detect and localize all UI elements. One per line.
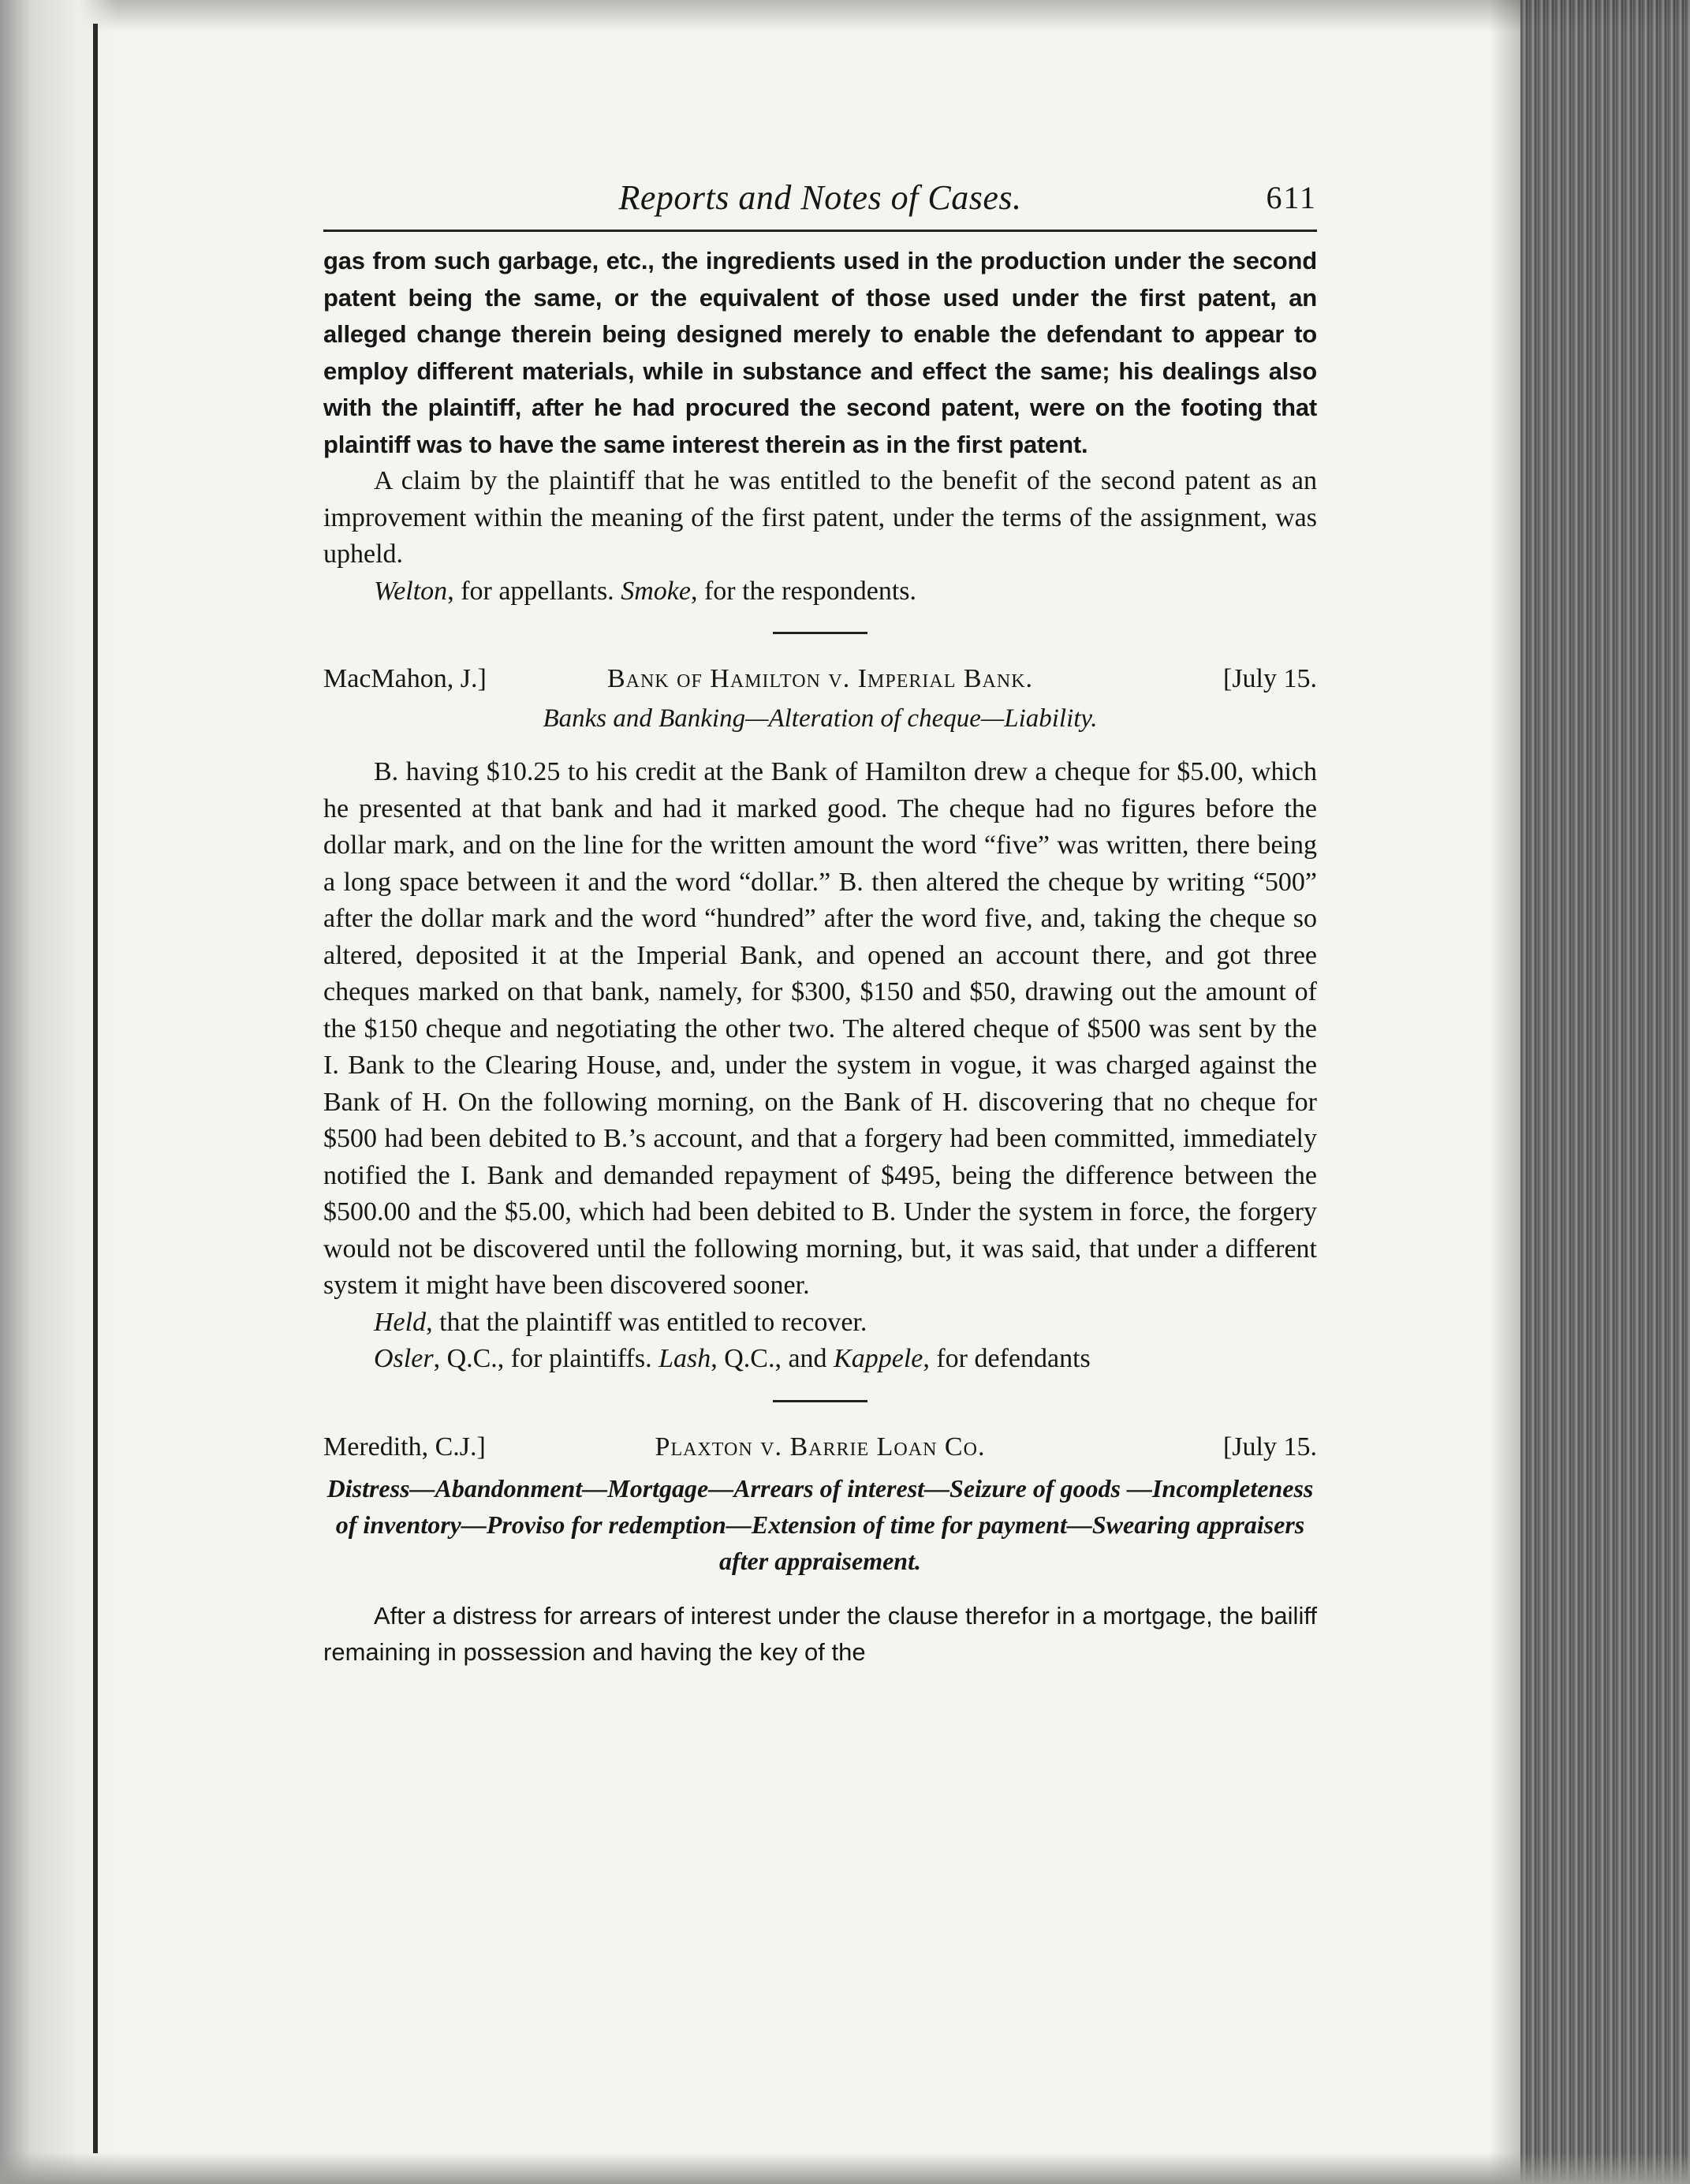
counsel-plaintiff-name: Osler: [374, 1344, 434, 1373]
case-headnote: Banks and Banking—Alteration of cheque—Liability.: [543, 704, 1098, 733]
running-title: Reports and Notes of Cases.: [618, 178, 1022, 217]
counsel-appellant-text: , for appellants.: [447, 576, 621, 606]
case-judge: Meredith, C.J.]: [323, 1432, 486, 1462]
scan-left-margin: [0, 0, 118, 2184]
case-holding: [323, 1305, 1317, 1342]
case-date: [July 15.: [1223, 664, 1317, 693]
case-bank-of-hamilton: [323, 661, 1317, 1378]
counsel-defendant-name-1: Lash: [658, 1344, 711, 1373]
page-content: [323, 177, 1317, 1671]
case-body: After a distress for arrears of interest under the clause therefor in a mortgage, the bailiff remaining in possession and having the key of the: [323, 1601, 1317, 1666]
held-label: Held: [374, 1307, 427, 1337]
case-plaxton: [323, 1429, 1317, 1671]
counsel-plaintiff-text: , Q.C., for plaintiffs.: [433, 1344, 659, 1373]
counsel-respondent-name: Smoke: [621, 576, 691, 606]
counsel-appellant-name: Welton: [374, 576, 448, 606]
scan-right-binding-edge: [1520, 0, 1690, 2184]
case-continuation-paragraph: gas from such garbage, etc., the ingredients used in the production under the second patent being the same, or the equivalent of those used under the first patent, an alleged change therein being designed merely to enable the defendant to appear to employ different materials, while in substance and effect the same; his dealings also with the plaintiff, after he had procured the second patent, were on the footing that plaintiff was to have the same interest therein as in the first patent.: [323, 247, 1317, 458]
case-continuation-counsel: [323, 573, 1317, 610]
scan-top-edge: [0, 0, 1690, 32]
case-title: Bank of Hamilton v. Imperial Bank.: [606, 664, 1034, 693]
section-divider: [773, 1400, 867, 1402]
held-text: , that the plaintiff was entitled to recover.: [426, 1307, 867, 1337]
case-headnote: Distress—Abandonment—Mortgage—Arrears of interest—Seizure of goods —Incompleteness of inventory—Proviso for redemption—Extension of time for payment—Swearing appraisers after appraisement.: [326, 1473, 1314, 1575]
counsel-defendant-name-2: Kappele: [834, 1344, 923, 1373]
case-body: B. having $10.25 to his credit at the Bank of Hamilton drew a cheque for $5.00, which he presented at that bank and had it marked good. The cheque had no figures before the dollar mark, and on the line for the written amount the word “five” was written, there being a long space between it and the word “dollar.” B. then altered the cheque by writing “500” after the dollar mark and the word “hundred” after the word five, and, taking the cheque so altered, deposited it at the Imperial Bank, and opened an account there, and got three cheques marked on that bank, namely, for $300, $150 and $50, drawing out the amount of the $150 cheque and negotiating the other two. The altered cheque of $500 was sent by the I. Bank to the Clearing House, and, under the system in vogue, it was charged against the Bank of H. On the following morning, on the Bank of H. discovering that no cheque for $500 had been debited to B.’s account, and that a forgery had been committed, immediately notified the I. Bank and demanded repayment of $495, being the difference between the $500.00 and the $5.00, which had been debited to B. Under the system in force, the forgery would not be discovered until the following morning, but, it was said, that under a different system it might have been discovered sooner.: [323, 757, 1317, 1300]
case-counsel: [323, 1341, 1317, 1378]
case-continuation: [323, 243, 1317, 610]
case-date: [July 15.: [1223, 1432, 1317, 1462]
counsel-defendant-text: , for defendants: [923, 1344, 1091, 1373]
binding-gutter-line: [93, 24, 98, 2153]
case-title: Plaxton v. Barrie Loan Co.: [655, 1432, 986, 1462]
case-judge: MacMahon, J.]: [323, 664, 487, 693]
scan-bottom-edge: [0, 2152, 1690, 2184]
counsel-defendant-mid: , Q.C., and: [711, 1344, 834, 1373]
running-head: [323, 177, 1317, 230]
case-heading: [323, 1429, 1317, 1465]
case-heading: [323, 661, 1317, 697]
page-number: 611: [1266, 180, 1317, 215]
case-continuation-claim-paragraph: A claim by the plaintiff that he was entitled to the benefit of the second patent as an improvement within the meaning of the first patent, under the terms of the assignment, was upheld.: [323, 466, 1317, 569]
header-rule: [323, 230, 1317, 232]
counsel-respondent-text: , for the respondents.: [690, 576, 917, 606]
section-divider: [773, 632, 867, 634]
